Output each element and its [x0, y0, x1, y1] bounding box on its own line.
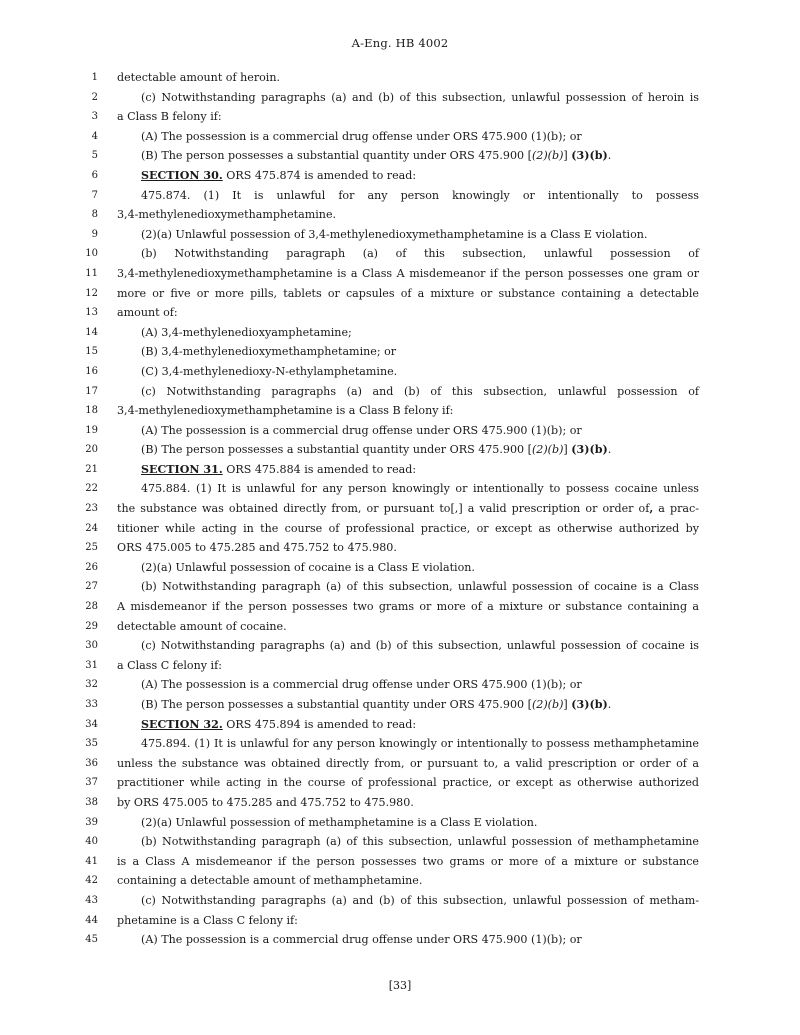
text-segment: ORS 475.874 is amended to read:: [222, 168, 417, 182]
line-text: [141, 832, 699, 852]
document-line: [0, 852, 800, 872]
text-segment: phetamine is a Class C felony if:: [117, 913, 298, 927]
section-heading: SECTION 30.: [141, 168, 223, 182]
added-text: (3)(b): [571, 698, 608, 711]
line-text: [117, 538, 699, 558]
line-number: 43: [85, 894, 98, 906]
document-line: [0, 186, 800, 206]
document-line: [0, 558, 800, 578]
document-line: [0, 675, 800, 695]
line-number: 39: [85, 816, 98, 828]
text-segment: (C) 3,4-methylenedioxy-N-ethylamphetamine.: [141, 364, 398, 378]
document-line: [0, 891, 800, 911]
document-line: [0, 323, 800, 343]
text-segment: (c) Notwithstanding paragraphs (a) and (b) of this subsection, unlawful possession of heroin is: [141, 90, 699, 104]
text-segment: ORS 475.884 is amended to read:: [222, 462, 417, 476]
line-text: [117, 401, 699, 421]
line-text: [141, 734, 699, 754]
document-line: [0, 773, 800, 793]
text-segment: (b) Notwithstanding paragraph (a) of this subsection, unlawful possession of: [141, 247, 699, 261]
text-segment: a prac-: [653, 502, 699, 516]
text-segment: (A) The possession is a commercial drug offense under ORS 475.900 (1)(b); or: [141, 129, 582, 143]
line-number: 32: [85, 679, 98, 691]
line-text: [117, 499, 699, 519]
line-text: [141, 715, 699, 735]
line-number: 12: [85, 287, 98, 299]
text-segment: (2)(a) Unlawful possession of cocaine is a Class E violation.: [141, 560, 475, 574]
text-segment: detectable amount of cocaine.: [117, 619, 287, 633]
line-number: 2: [91, 91, 98, 103]
line-text: [141, 695, 699, 715]
text-segment: (A) 3,4-methylenedioxyamphetamine;: [141, 325, 352, 339]
text-segment: .: [607, 698, 612, 711]
text-segment: (A) The possession is a commercial drug offense under ORS 475.900 (1)(b); or: [141, 678, 582, 692]
text-segment: (B) The person possesses a substantial quantity under ORS 475.900 [: [141, 149, 532, 163]
text-segment: by ORS 475.005 to 475.285 and 475.752 to 475.980.: [117, 795, 414, 809]
document-line: [0, 382, 800, 402]
section-heading: SECTION 31.: [141, 462, 223, 476]
line-number: 24: [85, 522, 98, 534]
text-segment: amount of:: [117, 306, 178, 320]
line-text: [141, 362, 699, 382]
deleted-text: (2)(b): [531, 698, 564, 711]
text-segment: a Class C felony if:: [117, 658, 222, 672]
line-number: 21: [85, 463, 98, 475]
deleted-text: (2)(b): [531, 149, 564, 163]
document-line: [0, 695, 800, 715]
line-text: [117, 519, 699, 539]
added-text: (3)(b): [571, 443, 608, 457]
line-number: 30: [85, 640, 98, 652]
document-line: [0, 617, 800, 637]
line-text: [117, 284, 699, 304]
document-line: [0, 342, 800, 362]
line-text: [141, 577, 699, 597]
deleted-text: (2)(b): [531, 443, 564, 457]
text-segment: (A) The possession is a commercial drug offense under ORS 475.900 (1)(b); or: [141, 423, 582, 437]
document-line: [0, 303, 800, 323]
text-segment: (B) The person possesses a substantial quantity under ORS 475.900 [: [141, 443, 532, 457]
line-number: 44: [85, 914, 98, 926]
document-line: [0, 284, 800, 304]
line-number: 16: [85, 365, 98, 377]
document-line: [0, 166, 800, 186]
document-line: [0, 519, 800, 539]
line-number: 31: [85, 659, 98, 671]
line-text: [141, 421, 699, 441]
line-text: [117, 871, 699, 891]
line-number: 26: [85, 561, 98, 573]
document-line: [0, 734, 800, 754]
text-segment: 3,4-methylenedioxymethamphetamine is a Class B felony if:: [117, 404, 454, 418]
line-number: 35: [85, 738, 98, 750]
line-number: 27: [85, 581, 98, 593]
document-line: [0, 421, 800, 441]
line-number: 19: [85, 424, 98, 436]
page-number: [33]: [388, 979, 412, 992]
line-number: 8: [91, 209, 98, 221]
text-segment: ]: [563, 698, 572, 711]
line-text: [117, 303, 699, 323]
line-text: [117, 656, 699, 676]
line-text: [141, 186, 699, 206]
document-line: [0, 68, 800, 88]
line-text: [141, 636, 699, 656]
line-number: 9: [91, 228, 98, 240]
added-text: (3)(b): [571, 149, 608, 163]
document-line: [0, 636, 800, 656]
text-segment: (c) Notwithstanding paragraphs (a) and (b) of this subsection, unlawful possession of: [141, 384, 699, 398]
line-text: [141, 440, 699, 460]
text-segment: (c) Notwithstanding paragraphs (a) and (b) of this subsection, unlawful possession of cocaine is: [141, 639, 699, 653]
line-text: [117, 852, 699, 872]
line-text: [141, 342, 699, 362]
line-number: 4: [91, 130, 98, 142]
line-text: [117, 754, 699, 774]
text-segment: ]: [563, 149, 572, 163]
document-line: [0, 225, 800, 245]
line-text: [141, 460, 699, 480]
line-number: 13: [85, 307, 98, 319]
text-segment: .: [607, 149, 612, 163]
document-line: [0, 793, 800, 813]
line-text: [117, 597, 699, 617]
text-segment: (2)(a) Unlawful possession of methamphetamine is a Class E violation.: [141, 815, 538, 829]
line-number: 23: [85, 503, 98, 515]
line-number: 14: [85, 326, 98, 338]
line-number: 28: [85, 601, 98, 613]
text-segment: A misdemeanor if the person possesses two grams or more of a mixture or substance containing a: [117, 600, 699, 614]
document-line: [0, 88, 800, 108]
text-segment: 3,4-methylenedioxymethamphetamine.: [117, 208, 337, 222]
line-text: [141, 244, 699, 264]
text-segment: the substance was obtained directly from, or pursuant to[,] a valid prescription or order of: [117, 502, 650, 516]
text-segment: (b) Notwithstanding paragraph (a) of this subsection, unlawful possession of methamphetamine: [141, 835, 699, 849]
document-line: [0, 930, 800, 950]
document-line: [0, 911, 800, 931]
line-number: 41: [85, 855, 98, 867]
document-line: [0, 577, 800, 597]
line-number: 5: [91, 150, 98, 162]
line-text: [141, 88, 699, 108]
line-number: 1: [91, 72, 98, 83]
line-number: 38: [85, 796, 98, 808]
document-line: [0, 832, 800, 852]
document-line: [0, 479, 800, 499]
document-line: [0, 146, 800, 166]
text-segment: unless the substance was obtained directly from, or pursuant to, a valid prescription or order of a: [117, 756, 699, 770]
line-number: 40: [85, 836, 98, 848]
line-number: 10: [85, 248, 98, 260]
document-line: [0, 205, 800, 225]
text-segment: 475.884. (1) It is unlawful for any person knowingly or intentionally to possess cocaine unless: [141, 482, 699, 496]
line-number: 33: [85, 699, 98, 710]
text-segment: titioner while acting in the course of professional practice, or except as otherwise authorized by: [117, 521, 699, 535]
line-text: [141, 558, 699, 578]
line-text: [141, 382, 699, 402]
line-number: 36: [85, 757, 98, 769]
document-line: [0, 440, 800, 460]
line-number: 34: [85, 718, 98, 730]
text-segment: a Class B felony if:: [117, 110, 222, 124]
document-line: [0, 244, 800, 264]
line-text: [141, 891, 699, 911]
text-segment: (A) The possession is a commercial drug offense under ORS 475.900 (1)(b); or: [141, 933, 582, 947]
page-header: A-Eng. HB 4002: [351, 36, 449, 50]
document-line: [0, 656, 800, 676]
line-number: 37: [85, 777, 98, 789]
text-segment: containing a detectable amount of methamphetamine.: [117, 874, 423, 888]
line-number: 45: [85, 934, 98, 946]
text-segment: ]: [563, 443, 572, 457]
line-text: [141, 479, 699, 499]
document-line: [0, 401, 800, 421]
text-segment: 475.894. (1) It is unlawful for any person knowingly or intentionally to possess methamphetamine: [141, 737, 699, 751]
text-segment: (c) Notwithstanding paragraphs (a) and (b) of this subsection, unlawful possession of metham-: [141, 893, 699, 907]
section-heading: SECTION 32.: [141, 717, 223, 731]
line-number: 17: [85, 385, 98, 397]
document-line: [0, 127, 800, 147]
added-text: ,: [649, 502, 654, 516]
line-text: [141, 323, 699, 343]
line-text: [117, 793, 699, 813]
line-text: [117, 107, 699, 127]
line-number: 29: [85, 620, 98, 632]
line-text: [141, 225, 699, 245]
line-number: 3: [91, 111, 98, 123]
text-segment: (B) The person possesses a substantial quantity under ORS 475.900 [: [141, 698, 532, 711]
document-line: [0, 597, 800, 617]
line-number: 22: [85, 483, 98, 495]
line-number: 42: [85, 875, 98, 887]
document-line: [0, 362, 800, 382]
line-number: 18: [85, 405, 98, 417]
line-number: 20: [85, 444, 98, 456]
line-number: 25: [85, 542, 98, 554]
line-text: [141, 675, 699, 695]
document-body: [0, 68, 800, 950]
line-text: [117, 205, 699, 225]
line-number: 7: [91, 189, 98, 201]
document-line: [0, 871, 800, 891]
document-line: [0, 813, 800, 833]
text-segment: ORS 475.005 to 475.285 and 475.752 to 475.980.: [117, 541, 397, 555]
line-text: [117, 264, 699, 284]
document-line: [0, 754, 800, 774]
document-line: [0, 264, 800, 284]
document-line: [0, 460, 800, 480]
text-segment: practitioner while acting in the course of professional practice, or except as otherwise authorized: [117, 776, 699, 790]
text-segment: (b) Notwithstanding paragraph (a) of this subsection, unlawful possession of cocaine is a Class: [141, 580, 699, 594]
document-line: [0, 538, 800, 558]
text-segment: (B) 3,4-methylenedioxymethamphetamine; or: [141, 345, 397, 359]
line-text: [117, 773, 699, 793]
line-text: [141, 930, 699, 950]
text-segment: 475.874. (1) It is unlawful for any person knowingly or intentionally to possess: [141, 188, 699, 202]
line-text: [141, 166, 699, 186]
line-text: [141, 146, 699, 166]
text-segment: (2)(a) Unlawful possession of 3,4-methylenedioxymethamphetamine is a Class E violation.: [141, 227, 648, 241]
document-line: [0, 107, 800, 127]
text-segment: more or five or more pills, tablets or capsules of a mixture or substance containing a detectable: [117, 286, 699, 300]
text-segment: ORS 475.894 is amended to read:: [222, 717, 417, 731]
line-number: 15: [85, 346, 98, 358]
document-line: [0, 715, 800, 735]
line-number: 6: [91, 169, 98, 181]
line-number: 11: [85, 267, 98, 279]
text-segment: detectable amount of heroin.: [117, 71, 281, 84]
line-text: [141, 813, 699, 833]
line-text: [117, 617, 699, 637]
text-segment: 3,4-methylenedioxymethamphetamine is a Class A misdemeanor if the person possesses one gram or: [117, 266, 699, 280]
document-line: [0, 499, 800, 519]
line-text: [117, 68, 699, 88]
line-text: [141, 127, 699, 147]
text-segment: is a Class A misdemeanor if the person possesses two grams or more of a mixture or substance: [117, 854, 699, 868]
line-text: [117, 911, 699, 931]
text-segment: .: [607, 443, 612, 457]
